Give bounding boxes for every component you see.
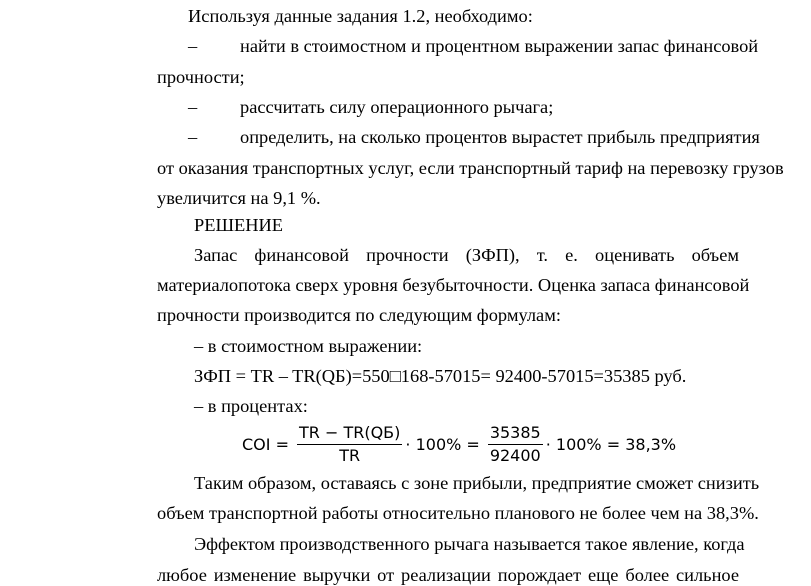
formula-multiplier-1: · 100% =: [405, 434, 480, 454]
list-item-1-line-2: прочности;: [157, 67, 245, 87]
list-item-3-line-1: определить, на сколько процентов вырастет прибыль предприятия: [240, 127, 760, 147]
paragraph-1-line-3: прочности производится по следующим формулам:: [157, 305, 561, 325]
paragraph-2-line-1: Таким образом, оставаясь с зоне прибыли, предприятие сможет снизить: [194, 473, 760, 493]
paragraph-3-line-1: Эффектом производственного рычага называется такое явление, когда: [194, 534, 745, 554]
list-dash: –: [188, 36, 198, 56]
list-item-2-line-1: рассчитать силу операционного рычага;: [240, 97, 554, 117]
paragraph-3-line-2: любое изменение выручки от реализации порождает еще более сильное: [157, 565, 739, 585]
paragraph-1-line-2: материалопотока сверх уровня безубыточности. Оценка запаса финансовой: [157, 275, 750, 295]
solution-heading: РЕШЕНИЕ: [194, 215, 284, 235]
fraction-2-denominator: 92400: [489, 445, 541, 465]
paragraph-1-line-1: Запас финансовой прочности (ЗФП), т. е. оценивать объем: [194, 245, 739, 265]
cost-formula: ЗФП = TR – TR(QБ)=550□168-57015= 92400-57015=35385 руб.: [194, 366, 687, 386]
list-dash: –: [188, 127, 198, 147]
paragraph-2-line-2: объем транспортной работы относительно планового не более чем на 38,3%.: [157, 503, 759, 523]
fraction-1-numerator: TR − TR(QБ): [297, 423, 402, 445]
list-dash: –: [188, 97, 198, 117]
intro-text: Используя данные задания 1.2, необходимо:: [188, 6, 533, 26]
formula-lhs: COI =: [242, 434, 289, 454]
list-item-3-line-3: увеличится на 9,1 %.: [157, 188, 321, 208]
list-item-3-line-2: от оказания транспортных услуг, если транспортный тариф на перевозку грузов: [157, 158, 784, 178]
fraction-1-denominator: TR: [339, 445, 361, 465]
formula-result: · 100% = 38,3%: [545, 434, 677, 454]
list-item-1-line-1: найти в стоимостном и процентном выражении запас финансовой: [240, 36, 759, 56]
fraction-2-numerator: 35385: [488, 423, 543, 445]
formula-fraction-1: [297, 423, 402, 466]
cost-label: – в стоимостном выражении:: [194, 336, 423, 356]
formula-fraction-2: [488, 423, 543, 466]
percent-label: – в процентах:: [194, 396, 308, 416]
percent-formula: [242, 420, 676, 468]
